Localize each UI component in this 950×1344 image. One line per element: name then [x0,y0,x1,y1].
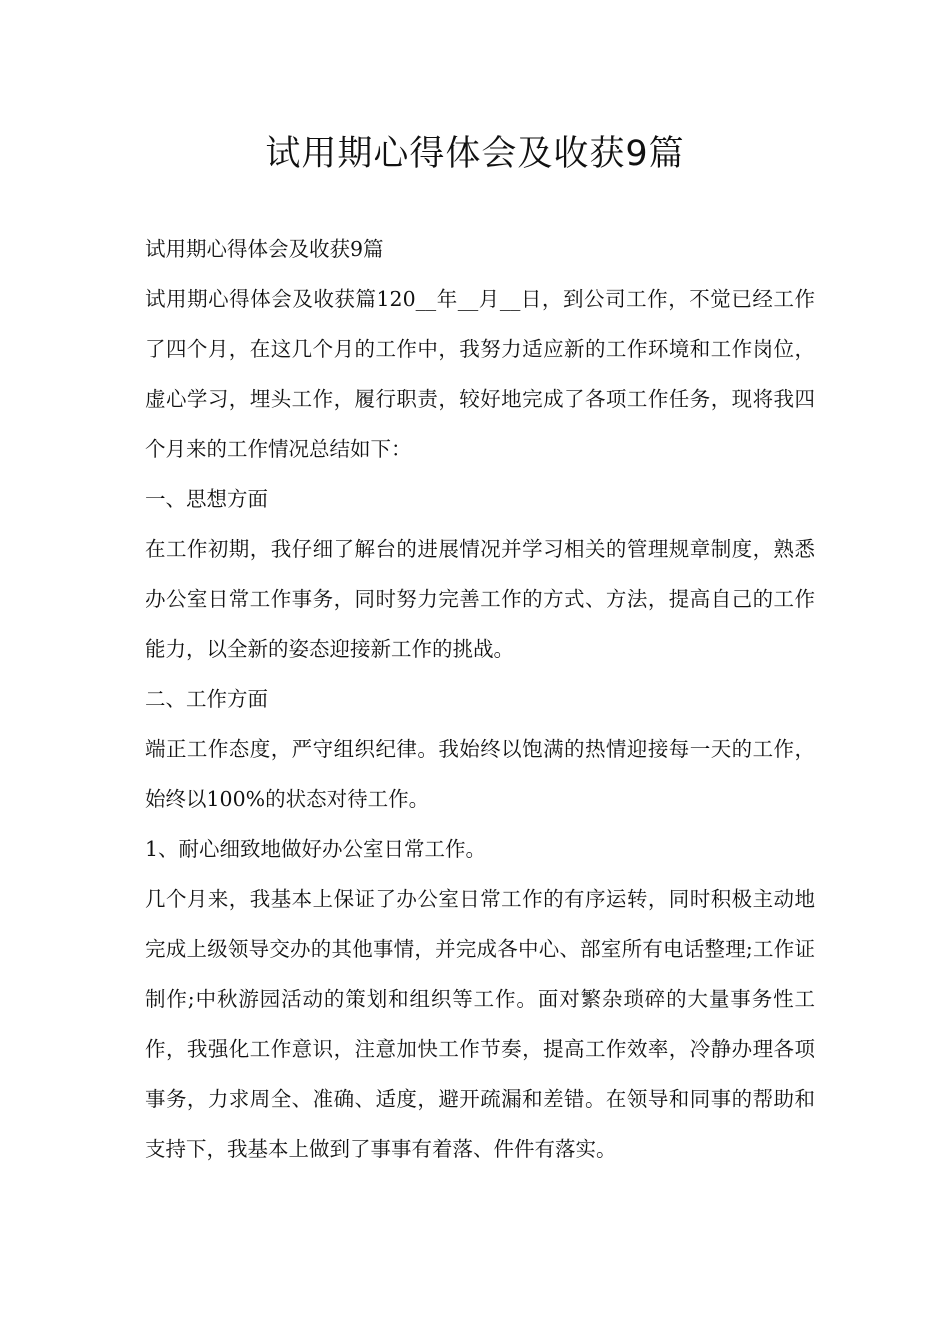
document-title: 试用期心得体会及收获9篇 [265,134,685,174]
subtitle-paragraph: 试用期心得体会及收获9篇 [145,237,384,261]
section-heading-work: 二、工作方面 [145,687,268,711]
work-attitude-paragraph: 端正工作态度，严守组织纪律。我始终以饱满的热情迎接每一天的工作，始终以100%的状态对待工作。 [145,737,815,811]
office-work-paragraph: 几个月来，我基本上保证了办公室日常工作的有序运转，同时积极主动地完成上级领导交办的其他事情，并完成各中心、部室所有电话整理;工作证制作;中秋游园活动的策划和组织等工作。面对繁杂琐碎的大量事务性工作，我强化工作意识，注意加快工作节奏，提高工作效率，冷静办理各项事务，力求周全、准确、适度，避开疏漏和差错。在领导和同事的帮助和支持下，我基本上做到了事事有着落、件件有落实。 [145,887,815,1161]
thought-paragraph: 在工作初期，我仔细了解台的进展情况并学习相关的管理规章制度，熟悉办公室日常工作事务，同时努力完善工作的方式、方法，提高自己的工作能力，以全新的姿态迎接新工作的挑战。 [145,537,815,661]
intro-paragraph: 试用期心得体会及收获篇120__年__月__日，到公司工作，不觉已经工作了四个月，在这几个月的工作中，我努力适应新的工作环境和工作岗位，虚心学习，埋头工作，履行职责，较好地完成了各项工作任务，现将我四个月来的工作情况总结如下： [145,287,815,461]
document-body [145,224,815,1174]
subsection-heading-1: 1、耐心细致地做好办公室日常工作。 [145,837,487,861]
section-heading-thought: 一、思想方面 [145,487,268,511]
